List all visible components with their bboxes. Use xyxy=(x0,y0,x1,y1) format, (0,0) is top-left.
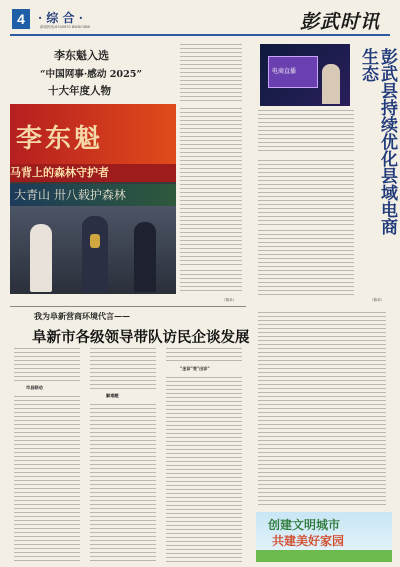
host-figure xyxy=(322,64,340,104)
lower-col-3-para xyxy=(166,348,242,362)
feature-title-line2: “中国网事·感动 2025” xyxy=(40,69,142,80)
person-left xyxy=(30,224,52,292)
page-number-badge xyxy=(12,9,30,29)
feature-credit: （陈卓） xyxy=(222,298,237,302)
lower-col-1-para xyxy=(14,348,80,382)
page-header xyxy=(0,0,400,40)
right-story-body-1 xyxy=(258,110,354,154)
lower-col-3-body xyxy=(166,377,242,562)
header-meta: 新闻热线:6345670 BWDCXBB xyxy=(40,25,90,29)
banner-line1: 创建文明城市 xyxy=(268,518,341,532)
feature-title-line1: 李东魁入选 xyxy=(54,49,109,62)
right-story-body-2 xyxy=(258,160,354,226)
feature-title-line3: 十大年度人物 xyxy=(48,85,111,97)
photo-label: 电商直播 xyxy=(272,68,297,75)
banner-grass xyxy=(256,550,392,562)
banner-line2: 共建美好家园 xyxy=(272,534,345,548)
person-right xyxy=(134,222,156,292)
right-story-body-3 xyxy=(258,230,354,296)
photo-caption: 马背上的森林守护者 xyxy=(10,164,176,182)
lower-headline: 阜新市各级领导带队访民企谈发展 xyxy=(32,329,250,346)
civic-banner xyxy=(256,512,392,562)
feature-photo xyxy=(10,104,176,294)
trophy-icon xyxy=(90,234,100,248)
masthead: 彭武时讯 xyxy=(300,11,381,33)
right-story-headline xyxy=(358,48,397,248)
section-divider xyxy=(10,306,246,307)
page-number: 4 xyxy=(17,11,25,27)
lower-subhead-3: "坐诊"变"出诊" xyxy=(180,366,210,371)
lower-col-2-para xyxy=(90,348,156,390)
feature-body-text-mid xyxy=(180,108,242,268)
lower-kicker: 我为阜新营商环境代言—— xyxy=(34,311,130,321)
feature-body-text-upper xyxy=(180,44,242,102)
right-story-headline-text: 彭武县持续优化县域电商生态 xyxy=(358,48,397,235)
lower-col-2-body xyxy=(90,404,156,562)
photo-banner: 大青山 卅八载护森林 xyxy=(10,184,176,206)
header-rule xyxy=(10,34,390,36)
lower-col-1-body xyxy=(14,396,80,562)
person-center xyxy=(82,216,108,292)
right-story-credit: （陈卓） xyxy=(370,298,385,302)
feature-body-text-lower xyxy=(180,270,242,294)
photo-backdrop-text: 李东魁 xyxy=(16,124,104,154)
right-lower-body xyxy=(258,312,386,508)
section-title: · 综 合 · xyxy=(38,11,83,25)
feature-title-block xyxy=(40,47,170,98)
lower-subhead-1: 市县联动 xyxy=(26,385,43,390)
lower-subhead-2: 解难题 xyxy=(106,393,119,398)
right-story-photo xyxy=(260,44,350,106)
